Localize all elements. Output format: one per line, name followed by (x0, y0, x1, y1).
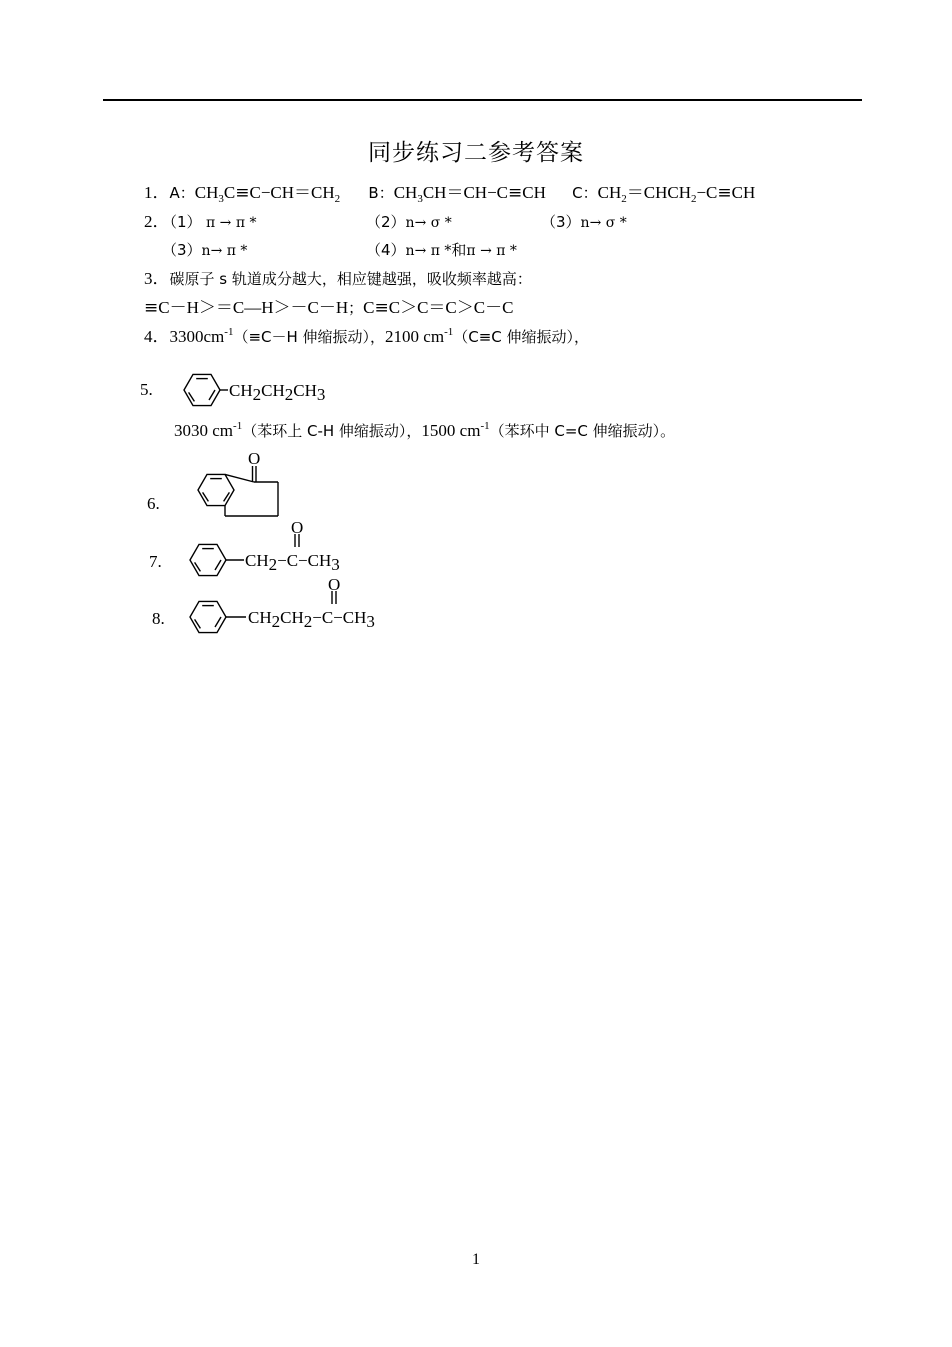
answer-3-statement: 碳原子 s 轨道成分越大，相应键越强，吸收频率越高： (169, 270, 532, 288)
answer-5-number: 5. (140, 380, 153, 399)
answer-2-number: 2． (144, 212, 170, 231)
answer-2-row-1: 2．（1） π → π * (144, 212, 257, 231)
answer-1: 1．A：$CH_3C\equiv C-CH=CH_2$ B：$CH_3CH=CH-C\equiv CH$ C：$CH_2=CHCH_2-C\equiv CH$ (144, 183, 756, 205)
answer-1a-label: A： (169, 184, 195, 202)
header-rule (103, 99, 862, 101)
answer-4: 4．$3300cm^{-1}(\equiv C-H$ 伸缩振动），2100 $cm^{-1}(C\equiv C$ 伸缩振动）， (144, 326, 590, 346)
answer-2-item-4-label: （4） (366, 241, 406, 259)
answer-4-value-2: 2100 cm (385, 327, 445, 346)
answer-5-note-2: （苯环中 C=C 伸缩振动）。 (489, 422, 676, 440)
answer-1b-label: B： (368, 184, 394, 202)
answer-2-item-3a: （3）n→ σ * (541, 213, 627, 231)
answer-1c-label: C： (572, 184, 598, 202)
answer-5-value-1: 3030 cm (174, 421, 234, 440)
svg-text:O: O (328, 575, 341, 594)
page-title: 同步练习二参考答案 (368, 140, 584, 166)
answer-2-and: 和 (451, 241, 467, 259)
indanone-structure (188, 446, 288, 530)
answer-1-number: 1． (144, 183, 170, 202)
answer-2-item-3b-label: （3） (162, 241, 202, 259)
answer-4-number: 4． (144, 327, 170, 346)
svg-text:CH2CH2CH3: CH2CH2CH3 (229, 381, 326, 404)
answer-2-item-3a-label: （3） (541, 213, 581, 231)
answer-5-value-2: 1500 cm (421, 421, 481, 440)
answer-6-number: 6. (147, 494, 160, 513)
answer-3-text (144, 268, 532, 290)
answer-2-item-4: （4）n→ π *和π → π * (366, 241, 517, 259)
answer-3-order: ≡C－H＞＝C—H＞－C－H；C≡C＞C＝C＞C－C (144, 298, 514, 318)
answer-7-number: 7. (149, 552, 162, 571)
svg-text:CH2CH2−C−CH3: CH2CH2−C−CH3 (248, 608, 375, 631)
svg-text:O: O (291, 518, 304, 537)
svg-text:O: O (248, 449, 261, 468)
answer-2-item-3b: （3）n→ π * (162, 241, 248, 259)
answer-2-item-1-label: （1） (169, 213, 202, 231)
answer-4-note-1: （≡C－H 伸缩振动）， (233, 328, 386, 346)
answer-2-item-2-label: （2） (366, 213, 406, 231)
phenylbutanone-structure (186, 577, 396, 641)
answer-2-item-2: （2）n→ σ * (366, 213, 452, 231)
page-number: 1 (472, 1251, 480, 1268)
answer-3-number: 3． (144, 269, 170, 288)
propylbenzene-structure (180, 368, 360, 414)
answer-5-ir: 3030 $cm^{-1}$（苯环上 C-H 伸缩振动），1500 $cm^{-1}$（苯环中 C=C 伸缩振动）。 (174, 420, 676, 440)
answer-8-number: 8. (152, 609, 165, 628)
answer-4-note-2: （C≡C 伸缩振动）， (453, 328, 590, 346)
answer-5-note-1: （苯环上 C-H 伸缩振动）， (242, 422, 422, 440)
svg-text:CH2−C−CH3: CH2−C−CH3 (245, 551, 340, 574)
answer-4-value-1: 3300cm (169, 327, 225, 346)
